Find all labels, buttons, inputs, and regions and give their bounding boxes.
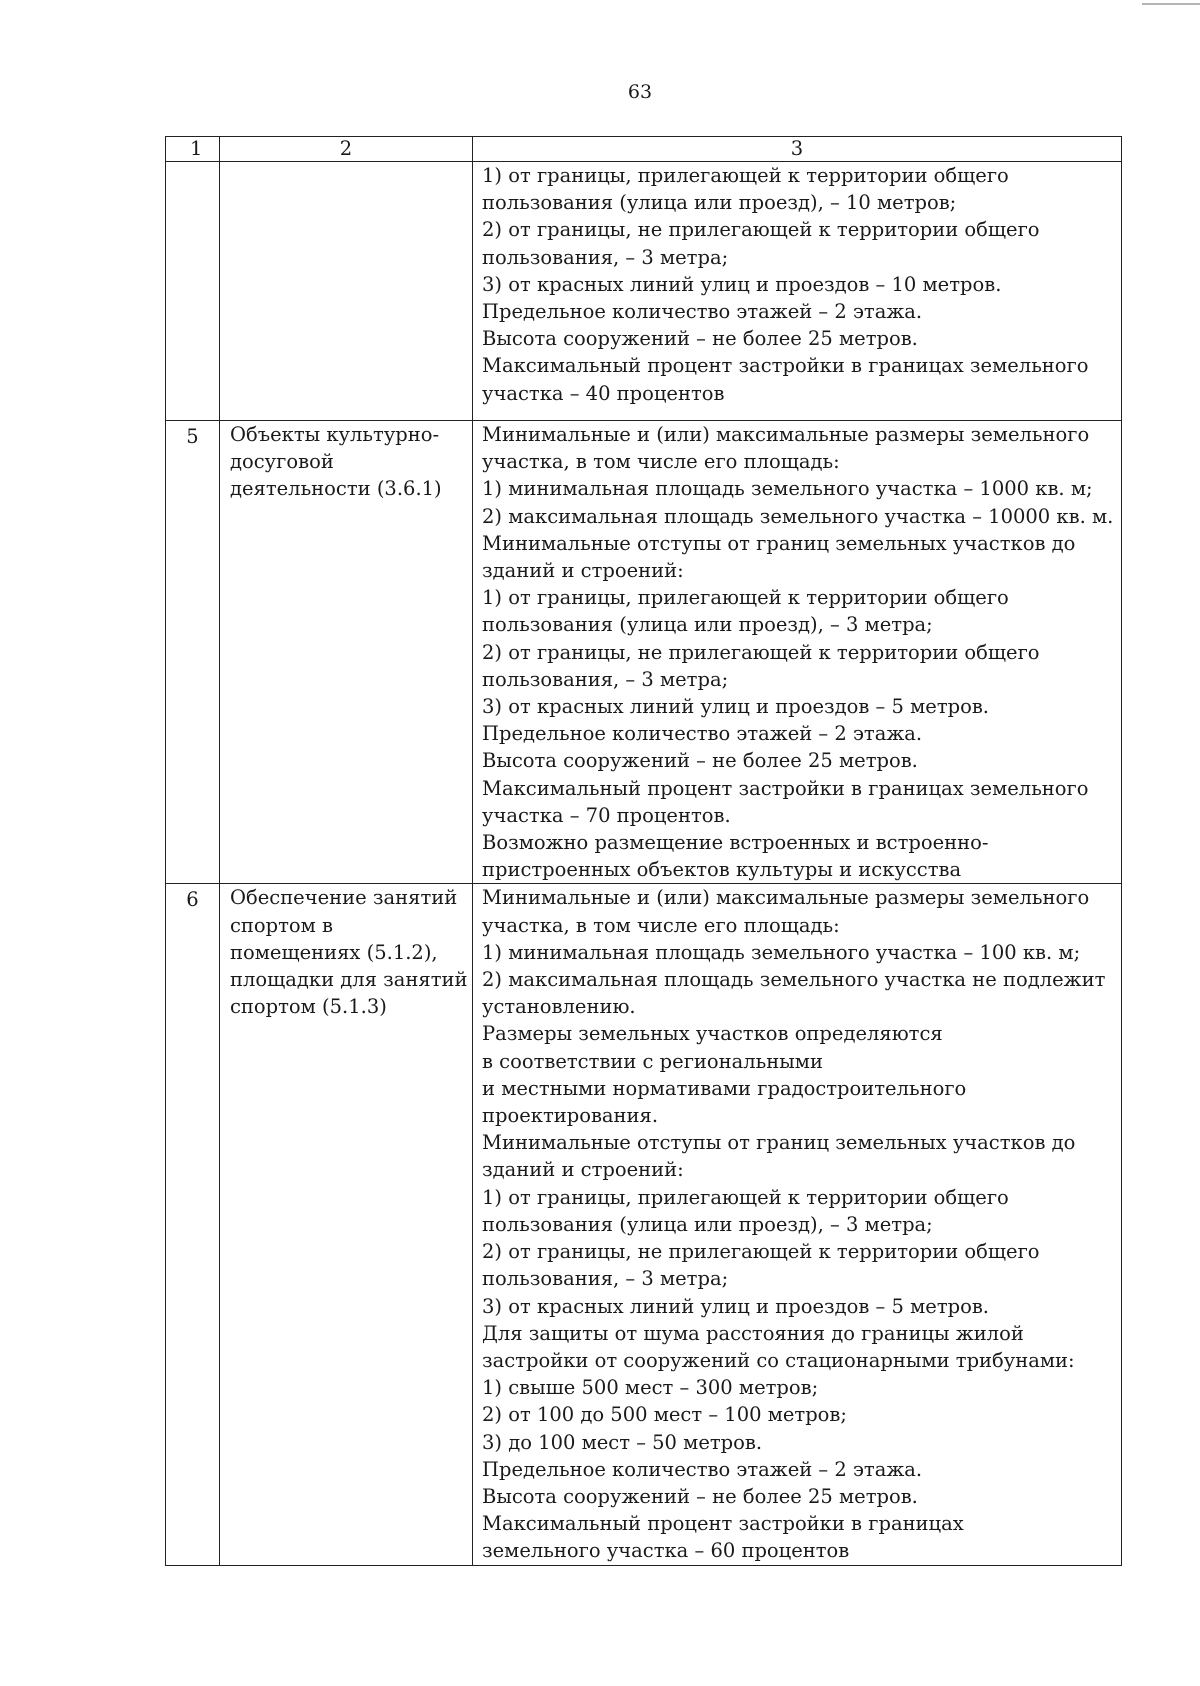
- table-row: [166, 162, 1122, 421]
- row-number: 5: [166, 421, 220, 884]
- requirement-line: 1) минимальная площадь земельного участка – 100 кв. м;: [482, 940, 1081, 964]
- name-line: спортом (5.1.3): [230, 995, 387, 1019]
- requirement-line: проектирования.: [482, 1104, 659, 1128]
- use-type-name: [220, 162, 473, 421]
- header-col-3: 3: [473, 137, 1122, 162]
- regulations-table: [165, 136, 1122, 1566]
- requirement-line: участка – 40 процентов: [482, 381, 725, 405]
- requirement-line: 2) от границы, не прилегающей к территории общего: [482, 640, 1040, 664]
- name-line: досуговой: [230, 450, 334, 474]
- requirement-line: Возможно размещение встроенных и встроенно-: [482, 831, 989, 855]
- name-line: Обеспечение занятий: [230, 886, 458, 910]
- requirement-line: установлению.: [482, 995, 636, 1019]
- requirement-line: Предельное количество этажей – 2 этажа.: [482, 722, 923, 746]
- requirement-line: Для защиты от шума расстояния до границы жилой: [482, 1321, 1024, 1345]
- requirement-line: пользования, – 3 метра;: [482, 1267, 729, 1291]
- header-col-2: 2: [220, 137, 473, 162]
- requirement-line: зданий и строений:: [482, 1158, 684, 1182]
- header-col-1: 1: [166, 137, 220, 162]
- requirement-line: Минимальные и (или) максимальные размеры земельного: [482, 886, 1090, 910]
- requirement-line: Предельное количество этажей – 2 этажа.: [482, 1457, 923, 1481]
- requirement-line: Размеры земельных участков определяются: [482, 1022, 943, 1046]
- requirement-line: Максимальный процент застройки в границах земельного: [482, 776, 1089, 800]
- table-header-row: [166, 137, 1122, 162]
- requirement-line: 3) от красных линий улиц и проездов – 10 метров.: [482, 272, 1002, 296]
- requirement-line: 2) от границы, не прилегающей к территории общего: [482, 1240, 1040, 1264]
- requirement-line: 1) от границы, прилегающей к территории общего: [482, 1185, 1009, 1209]
- name-line: помещениях (5.1.2),: [230, 940, 438, 964]
- requirement-line: 1) от границы, прилегающей к территории общего: [482, 164, 1009, 187]
- name-line: спортом в: [230, 913, 334, 937]
- requirements-text: [473, 421, 1122, 884]
- scan-corner-mark: [1142, 3, 1200, 5]
- requirements-text: [473, 884, 1122, 1565]
- requirement-line: 3) до 100 мест – 50 метров.: [482, 1430, 763, 1454]
- name-line: площадки для занятий: [230, 968, 468, 992]
- requirement-line: пользования, – 3 метра;: [482, 667, 729, 691]
- requirement-line: Высота сооружений – не более 25 метров.: [482, 1484, 918, 1508]
- requirement-line: пользования (улица или проезд), – 10 метров;: [482, 191, 957, 215]
- row-number: 6: [166, 884, 220, 1565]
- use-type-name: [220, 421, 473, 884]
- requirement-line: участка, в том числе его площадь:: [482, 450, 840, 474]
- requirement-line: зданий и строений:: [482, 559, 684, 583]
- requirement-line: 1) минимальная площадь земельного участка – 1000 кв. м;: [482, 477, 1093, 501]
- page-number: 63: [627, 81, 653, 103]
- requirement-line: и местными нормативами градостроительного: [482, 1076, 967, 1100]
- requirement-line: 1) от границы, прилегающей к территории общего: [482, 586, 1009, 610]
- name-line: деятельности (3.6.1): [230, 477, 442, 501]
- requirement-line: 3) от красных линий улиц и проездов – 5 метров.: [482, 695, 989, 719]
- requirement-line: 2) от границы, не прилегающей к территории общего: [482, 218, 1040, 242]
- requirement-line: пользования (улица или проезд), – 3 метра;: [482, 613, 933, 637]
- requirement-line: земельного участка – 60 процентов: [482, 1539, 850, 1563]
- requirement-line: 2) от 100 до 500 мест – 100 метров;: [482, 1403, 847, 1427]
- requirement-line: пристроенных объектов культуры и искусства: [482, 858, 962, 882]
- requirement-line: Максимальный процент застройки в границах земельного: [482, 354, 1089, 378]
- requirement-line: пользования, – 3 метра;: [482, 245, 729, 269]
- name-line: Объекты культурно-: [230, 423, 440, 446]
- requirement-line: застройки от сооружений со стационарными трибунами:: [482, 1348, 1075, 1372]
- requirement-line: Минимальные отступы от границ земельных участков до: [482, 1131, 1076, 1155]
- requirement-line: 2) максимальная площадь земельного участка не подлежит: [482, 968, 1106, 992]
- requirement-line: Минимальные отступы от границ земельных участков до: [482, 531, 1076, 555]
- requirement-line: Максимальный процент застройки в границах: [482, 1512, 964, 1536]
- requirement-line: участка – 70 процентов.: [482, 803, 731, 827]
- requirement-line: Высота сооружений – не более 25 метров.: [482, 327, 918, 351]
- use-type-name: [220, 884, 473, 1565]
- requirement-line: Минимальные и (или) максимальные размеры земельного: [482, 423, 1090, 446]
- requirement-line: Высота сооружений – не более 25 метров.: [482, 749, 918, 773]
- table-row: [166, 421, 1122, 884]
- requirement-line: пользования (улица или проезд), – 3 метра;: [482, 1212, 933, 1236]
- requirement-line: 1) свыше 500 мест – 300 метров;: [482, 1376, 819, 1400]
- requirement-line: 3) от красных линий улиц и проездов – 5 метров.: [482, 1294, 989, 1318]
- requirement-line: 2) максимальная площадь земельного участка – 10000 кв. м.: [482, 504, 1114, 528]
- table-row: [166, 884, 1122, 1565]
- requirement-line: в соответствии с региональными: [482, 1049, 823, 1073]
- requirements-text: [473, 162, 1122, 421]
- requirement-line: участка, в том числе его площадь:: [482, 913, 840, 937]
- requirement-line: Предельное количество этажей – 2 этажа.: [482, 300, 923, 324]
- row-number: [166, 162, 220, 421]
